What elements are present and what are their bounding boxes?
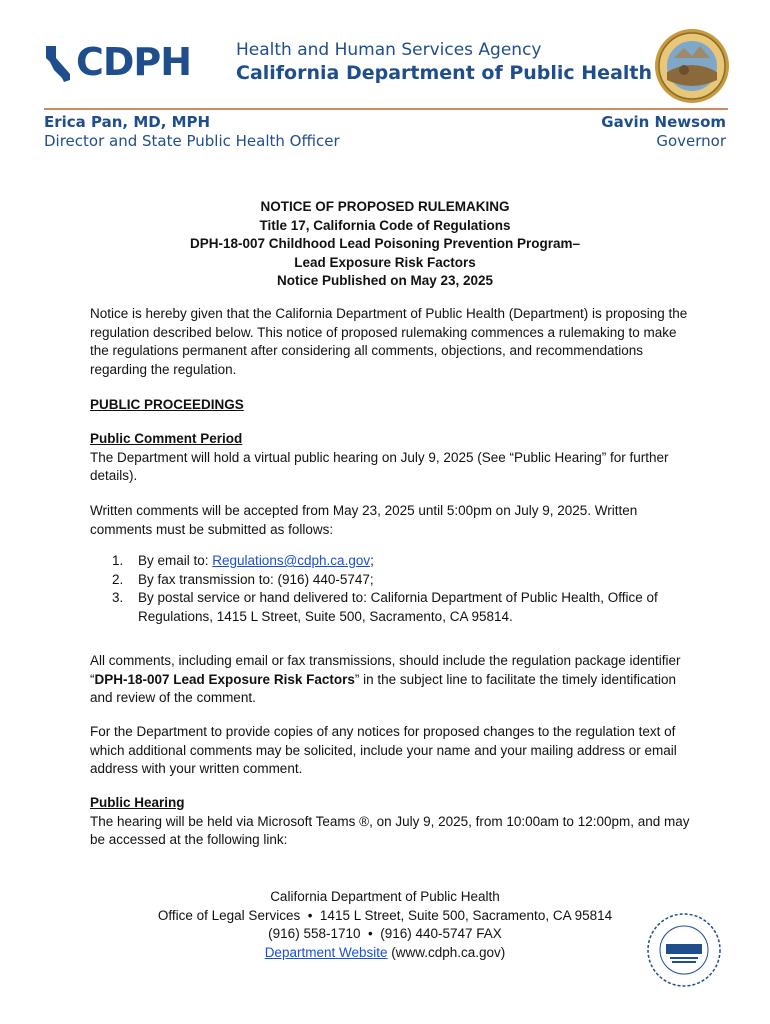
comment-period-heading: Public Comment Period (90, 431, 243, 446)
list-text: By fax transmission to: (916) 440-5747; (138, 571, 374, 587)
written-comments-paragraph (90, 502, 690, 539)
comment-period-section (90, 430, 690, 486)
written-comments-text: Written comments will be accepted from May 23, 2025 until 5:00pm on July 9, 2025. Written comments must be submitted as follows: (90, 503, 638, 537)
list-number: 2. (112, 571, 124, 587)
footer-line: California Department of Public Health (270, 889, 500, 904)
identifier-text-part: All comments, including email or fax transmissions, should include the regulation package identifier “ (90, 653, 681, 687)
notice-title-block (90, 198, 680, 291)
identifier-paragraph (90, 652, 690, 708)
officer-name: Erica Pan, MD, MPH (44, 113, 211, 131)
section-heading: PUBLIC PROCEEDINGS (90, 397, 244, 412)
email-link[interactable]: Regulations@cdph.ca.gov (212, 553, 371, 568)
cdph-logo-text: CDPH (76, 40, 192, 84)
comment-period-text: The Department will hold a virtual public hearing on July 9, 2025 (See “Public Hearing” for further details). (90, 449, 669, 483)
california-state-map-icon (40, 44, 78, 84)
public-hearing-section (90, 794, 690, 850)
california-state-seal-icon (654, 28, 730, 104)
list-text: By postal service or hand delivered to: California Department of Public Health, Office of Regulations, 1415 L Street, Suite 500, Sacramento, CA 95814. (138, 590, 658, 624)
officer-title: Director and State Public Health Officer (44, 132, 340, 150)
public-proceedings-heading (90, 396, 690, 415)
footer-line (90, 944, 680, 963)
website-url-text: (www.cdph.ca.gov) (387, 944, 506, 960)
list-text: By email to: (138, 553, 213, 568)
header-divider (44, 108, 728, 110)
list-number: 1. (112, 553, 124, 568)
department-website-link[interactable]: Department Website (264, 944, 388, 960)
submission-list (90, 552, 690, 626)
agency-name: Health and Human Services Agency (236, 40, 542, 60)
governor-title: Governor (656, 132, 726, 150)
footer-line: (916) 558-1710 • (916) 440-5747 FAX (268, 926, 502, 941)
public-hearing-heading: Public Hearing (90, 795, 185, 810)
footer-line: Office of Legal Services • 1415 L Street, Suite 500, Sacramento, CA 95814 (157, 907, 613, 923)
notice-copies-text: For the Department to provide copies of any notices for proposed changes to the regulation text of which additional comments may be solicited, include your name and your mailing address or email address with your written comment. (90, 724, 677, 776)
title-line: DPH-18-007 Childhood Lead Poisoning Prevention Program– (189, 236, 581, 251)
title-line: Lead Exposure Risk Factors (294, 254, 476, 270)
list-item (90, 552, 690, 571)
list-item (90, 571, 690, 590)
title-line: Notice Published on May 23, 2025 (276, 273, 494, 288)
phab-accreditation-badge-icon (646, 912, 722, 988)
department-name: California Department of Public Health (236, 62, 653, 84)
list-text: ; (370, 553, 374, 568)
notice-copies-paragraph (90, 723, 690, 779)
title-line: Title 17, California Code of Regulations (259, 217, 511, 233)
intro-text: Notice is hereby given that the California Department of Public Health (Department) is proposing the regulation described below. This notice of proposed rulemaking commences a rulemaking to make the regulations permanent after considering all comments, objections, and recommendations regarding the regulation. (90, 306, 688, 377)
list-item (90, 589, 690, 626)
identifier-text-part: ” in the subject line to facilitate the timely identification and review of the comment. (90, 671, 677, 705)
page-footer (90, 888, 680, 962)
title-line: NOTICE OF PROPOSED RULEMAKING (260, 199, 510, 214)
public-hearing-text: The hearing will be held via Microsoft Teams ®, on July 9, 2025, from 10:00am to 12:00pm, and may be accessed at the following link: (90, 813, 690, 847)
package-identifier: DPH-18-007 Lead Exposure Risk Factors (94, 671, 355, 687)
intro-paragraph (90, 305, 690, 379)
governor-name: Gavin Newsom (601, 113, 726, 131)
identifier-text (90, 652, 690, 708)
list-number: 3. (112, 590, 124, 605)
